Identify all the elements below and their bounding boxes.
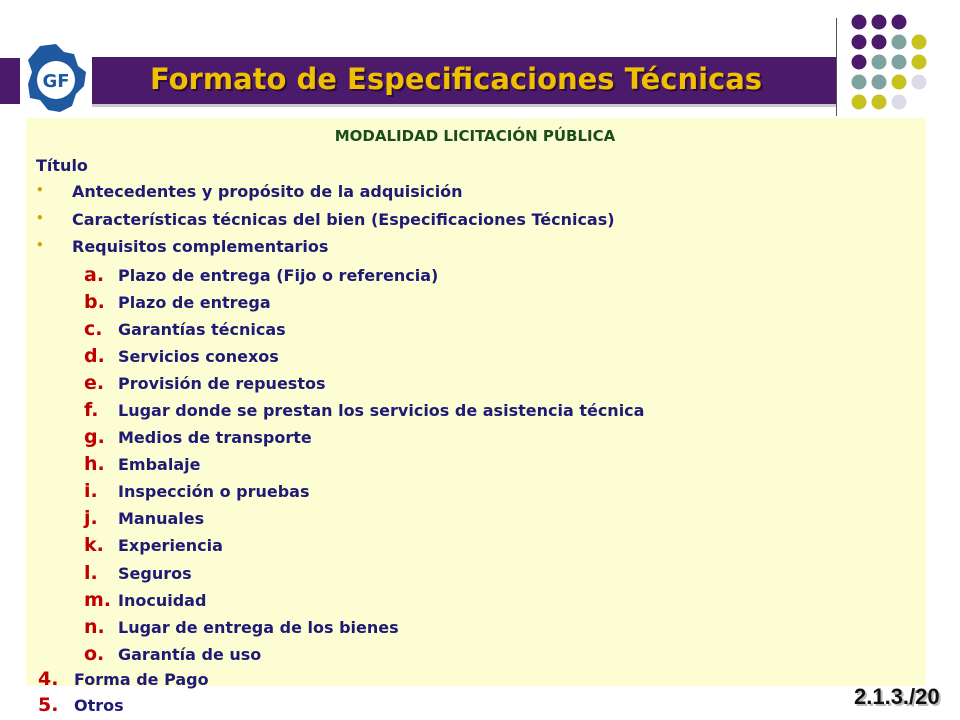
decorative-dot <box>852 15 867 30</box>
decorative-dot <box>852 95 867 110</box>
decorative-dot <box>852 35 867 50</box>
decorative-dot <box>912 35 927 50</box>
list-item: f. Lugar donde se prestan los servicios de asistencia técnica <box>84 399 645 422</box>
divider-line <box>836 18 837 116</box>
list-item: b. Plazo de entrega <box>84 291 271 314</box>
list-item: a. Plazo de entrega (Fijo o referencia) <box>84 264 439 286</box>
svg-text:GF: GF <box>42 71 70 92</box>
numbered-list <box>38 668 209 720</box>
bullet-icon: • <box>36 238 44 252</box>
section-heading: MODALIDAD LICITACIÓN PÚBLICA <box>334 127 616 145</box>
bullet-icon: • <box>36 183 44 197</box>
decorative-dot <box>852 55 867 70</box>
list-item: d. Servicios conexos <box>84 345 279 368</box>
decorative-dot <box>892 75 907 90</box>
decorative-dot <box>912 55 927 70</box>
list-item: m. Inocuidad <box>84 588 207 611</box>
decorative-dot <box>872 55 887 70</box>
list-item: e. Provisión de repuestos <box>84 372 326 395</box>
decorative-dot <box>912 75 927 90</box>
list-item: i. Inspección o pruebas <box>84 480 310 503</box>
decorative-dot <box>872 75 887 90</box>
list-item: j. Manuales <box>84 507 205 530</box>
list-item: l. Seguros <box>84 561 192 584</box>
title-label: Título <box>36 156 88 175</box>
decorative-dot <box>892 15 907 30</box>
list-item: • Antecedentes y propósito de la adquisición <box>36 182 463 201</box>
decorative-dot <box>872 15 887 30</box>
requirements-sublist <box>84 264 644 670</box>
bolivia-map-emblem-icon <box>22 42 90 116</box>
list-item: c. Garantías técnicas <box>84 318 286 341</box>
decorative-dot <box>852 75 867 90</box>
decorative-dot-grid <box>847 14 947 124</box>
bullet-list <box>36 182 615 265</box>
decorative-dot <box>892 55 907 70</box>
decorative-dot <box>872 95 887 110</box>
list-item: h. Embalaje <box>84 453 201 476</box>
list-item: • Requisitos complementarios <box>36 237 329 256</box>
list-item: g. Medios de transporte <box>84 426 312 449</box>
list-item: o. Garantía de uso <box>84 642 262 665</box>
decorative-dot <box>892 35 907 50</box>
left-accent-bar <box>0 58 20 104</box>
decorative-dot <box>892 95 907 110</box>
slide-number: 2.1.3./20 <box>854 684 940 709</box>
list-item: • Características técnicas del bien (Especificaciones Técnicas) <box>36 209 615 229</box>
bullet-icon: • <box>36 210 44 225</box>
list-item: n. Lugar de entrega de los bienes <box>84 615 399 638</box>
list-item: k. Experiencia <box>84 534 223 557</box>
list-item: 4. Forma de Pago <box>38 668 209 690</box>
page-title: Formato de Especificaciones Técnicas <box>150 62 763 96</box>
list-item: 5. Otros <box>38 694 124 716</box>
decorative-dot <box>872 35 887 50</box>
